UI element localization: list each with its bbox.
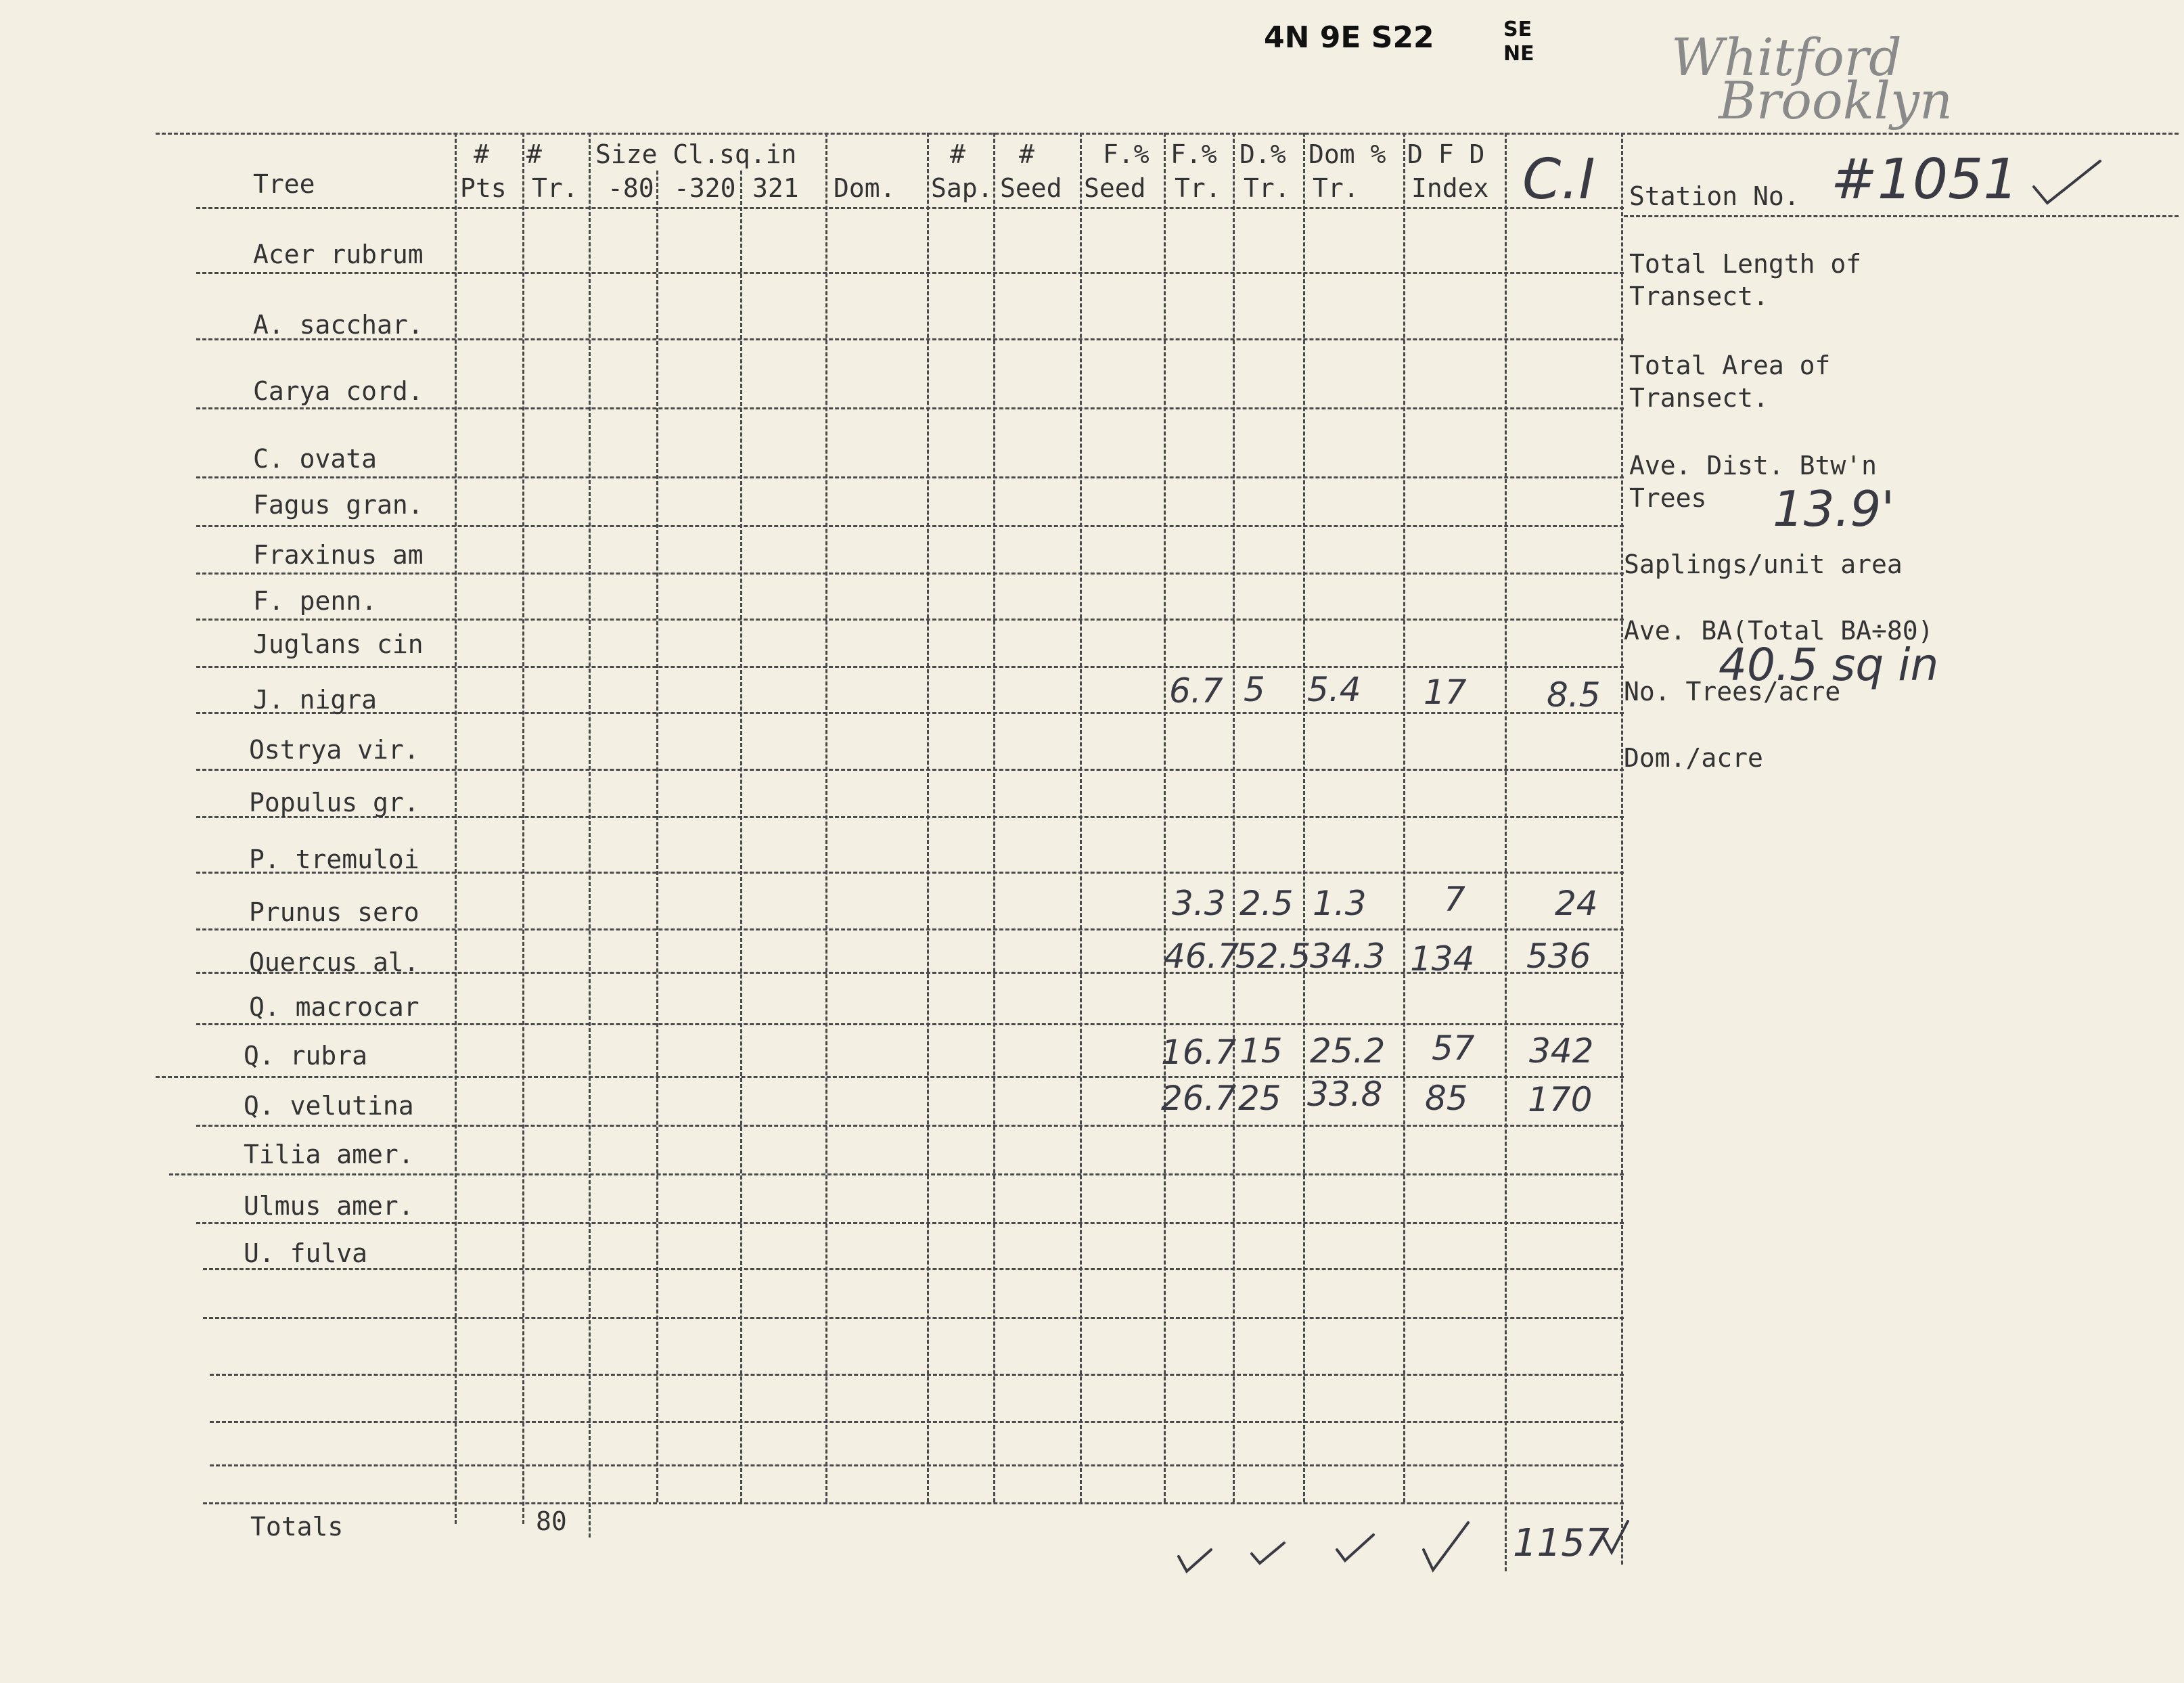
- ci-value: 536: [1526, 937, 1591, 976]
- header-sap-symbol: #: [950, 139, 965, 169]
- dfd-value: 134: [1410, 939, 1475, 979]
- dom-value: 5.4: [1307, 670, 1361, 709]
- dom-value: 25.2: [1310, 1031, 1386, 1071]
- table-row: Ostrya vir.: [249, 735, 419, 765]
- ci-value: 342: [1529, 1031, 1594, 1071]
- header-seed-symbol: #: [1019, 139, 1034, 169]
- table-row: J. nigra: [253, 685, 378, 715]
- total-length-label-2: Transect.: [1629, 282, 1769, 311]
- table-row: Acer rubrum: [253, 240, 424, 269]
- dom-value: 33.8: [1307, 1075, 1383, 1114]
- totals-ci: 1157: [1513, 1521, 1610, 1565]
- corner-note-line1: Whitford: [1671, 27, 1902, 87]
- header-size-320: -320: [674, 173, 736, 203]
- header-size-80: -80: [608, 173, 654, 203]
- checkmark-icon-group: [1170, 1496, 1631, 1590]
- table-row: F. penn.: [253, 586, 378, 616]
- ftr-value: 3.3: [1172, 884, 1226, 923]
- total-area-label: Total Area of: [1629, 351, 1831, 380]
- header-dfd-index: Index: [1411, 173, 1489, 203]
- header-size-321: 321: [752, 173, 799, 203]
- table-row: P. tremuloi: [249, 845, 419, 874]
- table-row: Fraxinus am: [253, 540, 424, 570]
- table-row: C. ovata: [253, 444, 378, 474]
- avg-distance-label: Ave. Dist. Btw'n: [1629, 451, 1878, 480]
- avg-distance-value: 13.9': [1773, 480, 1895, 537]
- dfd-value: 17: [1424, 673, 1467, 712]
- totals-tr: 80: [536, 1506, 567, 1536]
- table-row: Quercus al.: [249, 947, 419, 977]
- table-row: Prunus sero: [249, 897, 419, 927]
- total-length-label: Total Length of: [1629, 249, 1862, 279]
- header-ftr-pct: F.%: [1170, 139, 1217, 169]
- dtr-value: 25: [1238, 1079, 1281, 1118]
- checkmark-icon: [1424, 1523, 1468, 1570]
- ftr-value: 6.7: [1169, 671, 1223, 711]
- table-row: A. sacchar.: [253, 310, 424, 340]
- table-row: Ulmus amer.: [244, 1191, 414, 1221]
- header-dom: Dom.: [834, 173, 896, 203]
- ftr-value: 46.7: [1164, 937, 1239, 976]
- ci-value: 170: [1528, 1080, 1593, 1119]
- table-row: U. fulva: [244, 1238, 368, 1268]
- station-rule: [1624, 215, 2179, 217]
- dom-value: 34.3: [1310, 937, 1386, 976]
- header-pts: Pts: [460, 173, 507, 203]
- totals-label: Totals: [250, 1512, 344, 1542]
- trees-per-acre-label: No. Trees/acre: [1624, 677, 1841, 706]
- avg-distance-label-2: Trees: [1629, 483, 1707, 513]
- station-label: Station No.: [1629, 181, 1800, 211]
- saplings-label: Saplings/unit area: [1624, 549, 1903, 579]
- table-row: Juglans cin: [253, 629, 424, 659]
- avg-ba-value: 40.5 sq in: [1719, 639, 1939, 691]
- checkmark-icon: [1603, 1521, 1628, 1552]
- header-fseed-pct: F.%: [1103, 139, 1150, 169]
- dfd-value: 7: [1444, 880, 1465, 919]
- quarter-mark-top: SE: [1503, 18, 1532, 41]
- dfd-value: 57: [1432, 1029, 1475, 1068]
- location-mark: 4N 9E S22: [1264, 20, 1434, 55]
- table-row: Q. rubra: [244, 1041, 368, 1071]
- station-value: #1051: [1831, 148, 2019, 212]
- header-pts-symbol: #: [474, 139, 489, 169]
- checkmark-icon: [1179, 1550, 1211, 1571]
- dom-value: 1.3: [1313, 884, 1367, 923]
- avg-ba-label: Ave. BA(Total BA÷80): [1624, 616, 1934, 646]
- header-tr-symbol: #: [526, 139, 542, 169]
- header-domtr: Tr.: [1313, 173, 1359, 203]
- ftr-value: 16.7: [1161, 1033, 1237, 1072]
- corner-note-line2: Brooklyn: [1719, 70, 1953, 131]
- table-row: Populus gr.: [249, 788, 419, 817]
- checkmark-icon: [1337, 1535, 1373, 1561]
- dtr-value: 2.5: [1239, 884, 1294, 923]
- checkmark-icon: [1252, 1543, 1284, 1563]
- header-ftr: Tr.: [1175, 173, 1221, 203]
- checkmark-icon: [2030, 156, 2104, 210]
- header-tr: Tr.: [532, 173, 578, 203]
- dfd-value: 85: [1425, 1079, 1468, 1118]
- table-row: Q. velutina: [244, 1091, 414, 1121]
- header-seed: Seed: [1000, 173, 1062, 203]
- ci-value: 8.5: [1547, 675, 1601, 715]
- quarter-mark-bottom: NE: [1503, 42, 1534, 66]
- total-area-label-2: Transect.: [1629, 383, 1769, 413]
- header-tree: Tree: [253, 169, 315, 199]
- dtr-value: 5: [1244, 670, 1265, 709]
- dom-per-acre-label: Dom./acre: [1624, 743, 1763, 773]
- header-domtr-pct: Dom %: [1309, 139, 1386, 169]
- header-size-class: Size Cl.sq.in: [595, 139, 797, 169]
- header-fseed: Seed: [1084, 173, 1146, 203]
- ci-value: 24: [1555, 884, 1598, 923]
- table-row: Q. macrocar: [249, 992, 419, 1022]
- header-dtr-pct: D.%: [1239, 139, 1286, 169]
- header-ci: C.I: [1522, 148, 1595, 212]
- header-sap: Sap.: [931, 173, 993, 203]
- table-row: Tilia amer.: [244, 1140, 414, 1169]
- table-row: Fagus gran.: [253, 490, 424, 520]
- top-rule: [156, 133, 2179, 135]
- dtr-value: 52.5: [1235, 937, 1311, 976]
- header-dfd: D F D: [1407, 139, 1485, 169]
- table-row: Carya cord.: [253, 376, 424, 406]
- ftr-value: 26.7: [1161, 1079, 1237, 1118]
- header-dtr: Tr.: [1244, 173, 1290, 203]
- dtr-value: 15: [1239, 1031, 1283, 1071]
